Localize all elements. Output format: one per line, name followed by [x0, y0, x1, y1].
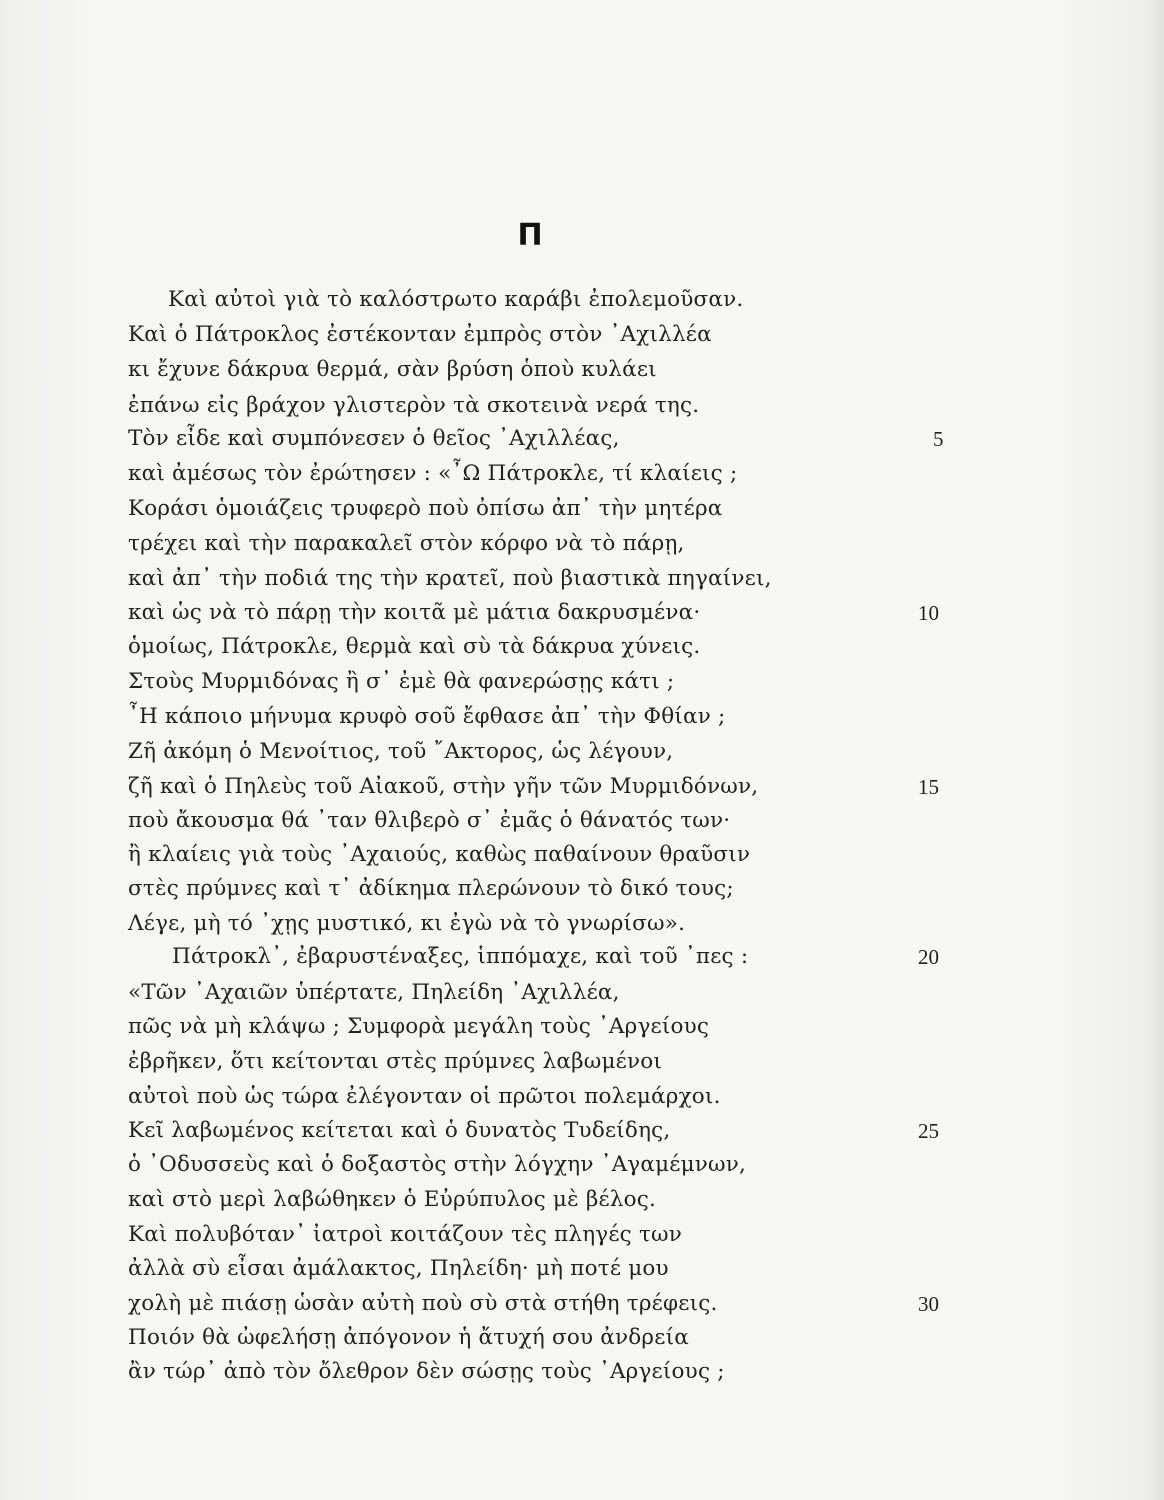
line-number: 20 [918, 945, 939, 969]
verse-line: καὶ ἀμέσως τὸν ἐρώτησεν : «῏Ω Πάτροκλε, τί κλαίεις ; [128, 461, 738, 486]
line-number: 30 [918, 1292, 939, 1316]
line-number: 25 [918, 1119, 939, 1143]
verse-line: καὶ στὸ μερὶ λαβώθηκεν ὁ Εὐρύπυλος μὲ βέλος. [128, 1187, 657, 1212]
verse-line: Ποιόν θὰ ὠφελήσῃ ἀπόγονον ἡ ἄτυχή σου ἀνδρεία [128, 1325, 689, 1350]
verse-line: Τὸν εἶδε καὶ συμπόνεσεν ὁ θεῖος ᾿Αχιλλέας, [128, 426, 620, 451]
verse-line: ὁμοίως, Πάτροκλε, θερμὰ καὶ σὺ τὰ δάκρυα χύνεις. [128, 634, 701, 659]
verse-line: «Τῶν ᾿Αχαιῶν ὑπέρτατε, Πηλείδη ᾿Αχιλλέα, [128, 980, 620, 1005]
verse-line: κι ἔχυνε δάκρυα θερμά, σὰν βρύση ὁποὺ κυλάει [128, 357, 657, 382]
verse-line: ζῆ καὶ ὁ Πηλεὺς τοῦ Αἰακοῦ, στὴν γῆν τῶν Μυρμιδόνων, [128, 774, 759, 799]
verse-line: Πάτροκλ᾿, ἐβαρυστέναξες, ἱππόμαχε, καὶ τοῦ ᾿πες : [172, 944, 749, 969]
verse-line: χολὴ μὲ πιάσῃ ὡσὰν αὐτὴ ποὺ σὺ στὰ στήθη τρέφεις. [128, 1291, 718, 1316]
verse-line: Καὶ πολυβόταν᾿ ἰατροὶ κοιτάζουν τὲς πληγές των [128, 1222, 683, 1247]
verse-line: τρέχει καὶ τὴν παρακαλεῖ στὸν κόρφο νὰ τὸ πάρῃ, [128, 531, 685, 556]
line-number: 5 [933, 427, 944, 451]
verse-line: πῶς νὰ μὴ κλάψω ; Συμφορὰ μεγάλη τοὺς ᾿Αργείους [128, 1014, 710, 1039]
verse-line: ἐβρῆκεν, ὅτι κείτονται στὲς πρύμνες λαβωμένοι [128, 1049, 663, 1074]
verse-line: Καὶ αὐτοὶ γιὰ τὸ καλόστρωτο καράβι ἐπολεμοῦσαν. [168, 287, 744, 312]
verse-line: ῏Η κάποιο μήνυμα κρυφὸ σοῦ ἔφθασε ἀπ᾿ τὴν Φθίαν ; [128, 704, 726, 729]
verse-line: ἀλλὰ σὺ εἶσαι ἀμάλακτος, Πηλείδη· μὴ ποτέ μου [128, 1256, 669, 1281]
verse-line: Λέγε, μὴ τό ᾿χῃς μυστικό, κι ἐγὼ νὰ τὸ γνωρίσω». [128, 911, 686, 936]
verse-line: αὐτοὶ ποὺ ὡς τώρα ἐλέγονταν οἱ πρῶτοι πολεμάρχοι. [128, 1084, 721, 1109]
line-number: 10 [918, 601, 939, 625]
verse-line: ὁ ᾿Οδυσσεὺς καὶ ὁ δοξαστὸς στὴν λόγχην ᾿Αγαμέμνων, [128, 1152, 747, 1177]
chapter-heading: Π [517, 218, 543, 253]
verse-line: ποὺ ἄκουσμα θά ᾿ταν θλιβερὸ σ᾿ ἐμᾶς ὁ θάνατός των· [128, 808, 731, 833]
verse-line: καὶ ὡς νὰ τὸ πάρῃ τὴν κοιτᾶ μὲ μάτια δακρυσμένα· [128, 600, 701, 625]
verse-line: Ζῆ ἀκόμη ὁ Μενοίτιος, τοῦ ῎Ακτορος, ὡς λέγουν, [128, 739, 674, 764]
verse-line: Καὶ ὁ Πάτροκλος ἐστέκονταν ἐμπρὸς στὸν ᾿Αχιλλέα [128, 322, 712, 347]
verse-line: καὶ ἀπ᾿ τὴν ποδιά της τὴν κρατεῖ, ποὺ βιαστικὰ πηγαίνει, [128, 566, 772, 591]
verse-line: ἂν τώρ᾿ ἀπὸ τὸν ὄλεθρον δὲν σώσῃς τοὺς ᾿Αργείους ; [128, 1359, 725, 1384]
verse-line: Κεῖ λαβωμένος κείτεται καὶ ὁ δυνατὸς Τυδείδης, [128, 1118, 671, 1143]
verse-line: Στοὺς Μυρμιδόνας ἢ σ᾿ ἐμὲ θὰ φανερώσῃς κάτι ; [128, 669, 675, 694]
verse-line: ἢ κλαίεις γιὰ τοὺς ᾿Αχαιούς, καθὼς παθαίνουν θραῦσιν [128, 842, 751, 867]
verse-line: στὲς πρύμνες καὶ τ᾿ ἀδίκημα πλερώνουν τὸ δικό τους; [128, 876, 734, 901]
verse-line: Κοράσι ὁμοιάζεις τρυφερὸ ποὺ ὀπίσω ἀπ᾿ τὴν μητέρα [128, 496, 723, 521]
line-number: 15 [918, 775, 939, 799]
verse-line: ἐπάνω εἰς βράχον γλιστερὸν τὰ σκοτεινὰ νερά της. [128, 393, 700, 418]
page-edge-shadow [1146, 0, 1164, 1500]
